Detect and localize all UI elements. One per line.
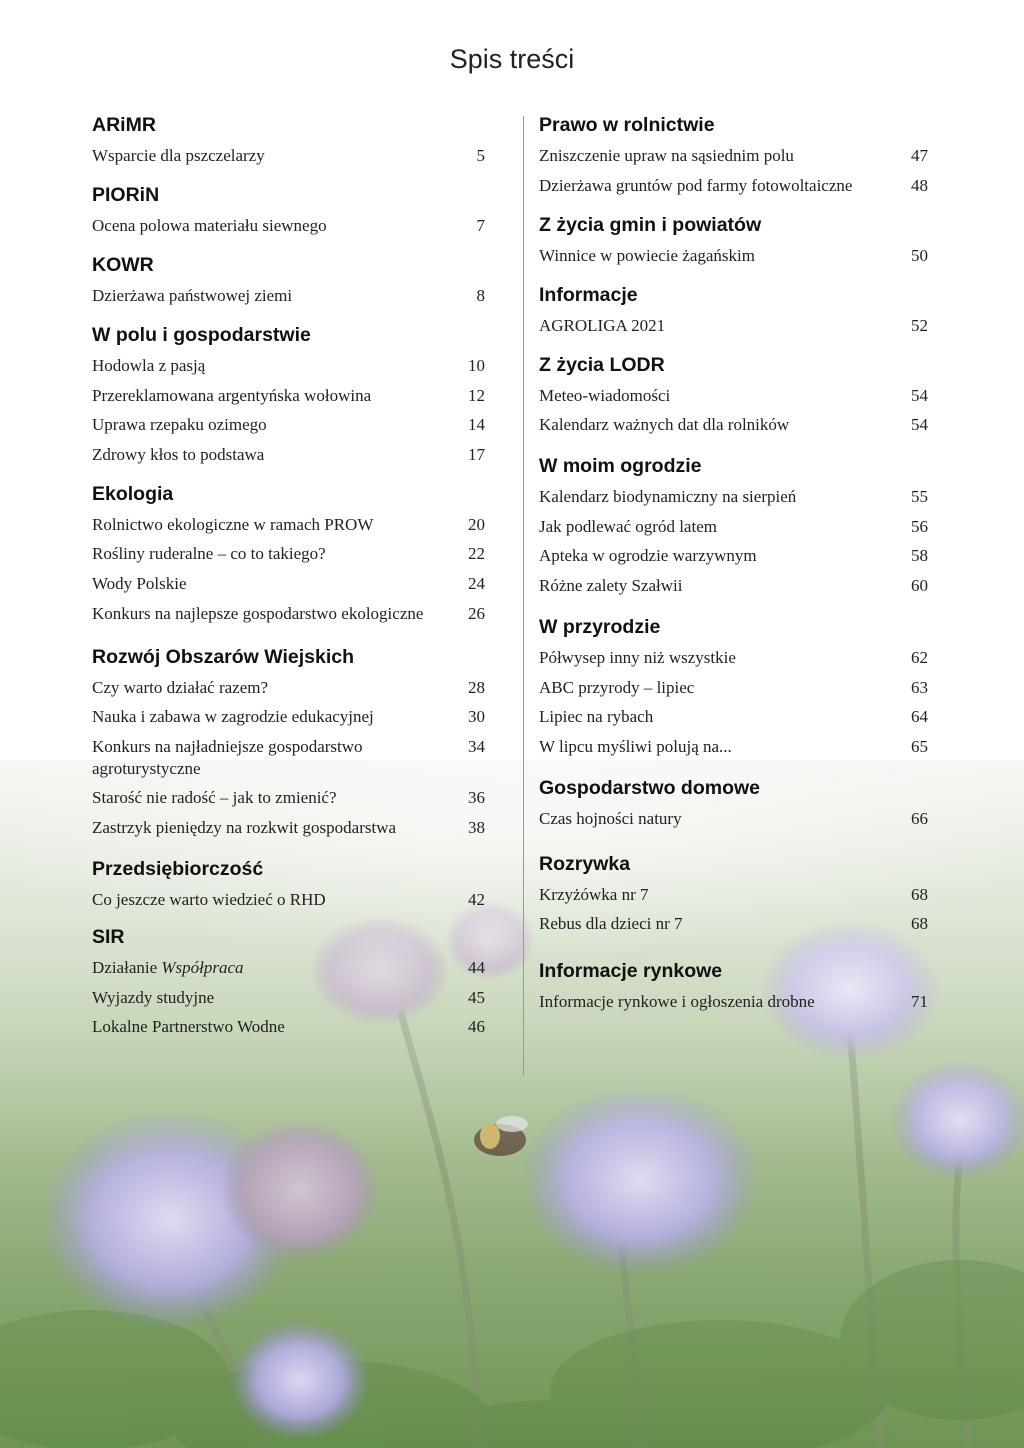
toc-section	[539, 852, 928, 936]
entry-title: Rebus dla dzieci nr 7	[539, 914, 683, 934]
entry-page-number: 5	[476, 146, 485, 165]
toc-entry[interactable]	[92, 889, 485, 911]
entry-page-number: 55	[911, 487, 928, 507]
toc-entry[interactable]	[92, 603, 485, 625]
section-title: Przedsiębiorczość	[92, 857, 264, 880]
toc-section	[539, 615, 928, 758]
toc-entry[interactable]	[539, 516, 928, 538]
toc-entry[interactable]	[92, 385, 485, 407]
entry-page-number: 46	[468, 1017, 485, 1037]
entry-title: Lipiec na rybach	[539, 707, 654, 727]
toc-entry[interactable]	[92, 215, 485, 237]
entry-title: Rośliny ruderalne – co to takiego?	[92, 544, 326, 564]
toc-section	[539, 113, 928, 197]
entry-page-number: 44	[468, 957, 485, 977]
section-title: PIORiN	[92, 184, 160, 206]
entry-page-number: 17	[468, 444, 485, 464]
section-title: W polu i gospodarstwie	[92, 324, 311, 346]
entry-page-number: 64	[911, 707, 928, 727]
entry-title: Hodowla z pasją	[92, 356, 206, 375]
entry-title: Krzyżówka nr 7	[539, 884, 649, 904]
toc-section	[539, 454, 928, 597]
section-title: Rozwój Obszarów Wiejskich	[92, 645, 355, 668]
section-title: Rozrywka	[539, 852, 631, 875]
entry-page-number: 34	[468, 736, 485, 756]
section-title: SIR	[92, 925, 125, 948]
toc-entry[interactable]	[539, 414, 928, 436]
column-divider	[523, 116, 524, 1076]
entry-title: Zniszczenie upraw na sąsiednim polu	[539, 146, 794, 165]
entry-title: Lokalne Partnerstwo Wodne	[92, 1017, 285, 1037]
entry-page-number: 14	[468, 415, 485, 435]
entry-title: Starość nie radość – jak to zmienić?	[92, 788, 337, 808]
entry-title: Zdrowy kłos to podstawa	[92, 444, 265, 464]
section-title: Prawo w rolnictwie	[539, 114, 715, 136]
entry-page-number: 22	[468, 544, 485, 564]
toc-entry[interactable]	[539, 808, 928, 830]
toc-section	[539, 353, 928, 437]
page-title: Spis treści	[449, 44, 575, 74]
toc-section	[539, 213, 928, 267]
toc-entry[interactable]	[539, 545, 928, 567]
entry-page-number: 30	[468, 707, 485, 727]
entry-page-number: 26	[468, 603, 485, 623]
entry-title: Dzierżawa państwowej ziemi	[92, 286, 293, 305]
entry-page-number: 66	[911, 808, 928, 828]
toc-entry[interactable]	[92, 573, 485, 595]
entry-page-number: 10	[468, 356, 485, 375]
entry-page-number: 8	[476, 286, 485, 305]
entry-page-number: 36	[468, 788, 485, 808]
toc-section	[92, 645, 485, 839]
toc-section	[92, 113, 485, 167]
entry-page-number: 24	[468, 573, 485, 593]
entry-title: Rolnictwo ekologiczne w ramach PROW	[92, 514, 374, 534]
entry-title: Meteo-wiadomości	[539, 385, 671, 405]
entry-page-number: 45	[468, 987, 485, 1007]
entry-title-prefix: Działanie	[92, 957, 162, 977]
toc-section	[92, 857, 485, 911]
entry-page-number: 20	[468, 514, 485, 534]
toc-entry[interactable]	[92, 355, 485, 377]
toc-entry[interactable]	[92, 444, 485, 466]
entry-title: Wsparcie dla pszczelarzy	[92, 146, 265, 165]
toc-section	[92, 323, 485, 466]
toc-entry[interactable]	[539, 884, 928, 906]
section-title: Informacje rynkowe	[539, 960, 723, 983]
entry-title: Ocena polowa materiału siewnego	[92, 216, 327, 235]
entry-title: Konkurs na najładniejsze gospodarstwo agroturystyczne	[92, 736, 363, 778]
toc-entry[interactable]	[539, 677, 928, 699]
section-title: W moim ogrodzie	[539, 455, 702, 478]
entry-title: Czas hojności natury	[539, 808, 682, 828]
section-title: Ekologia	[92, 482, 174, 505]
section-title: KOWR	[92, 254, 154, 276]
entry-page-number: 7	[476, 216, 485, 235]
toc-entry[interactable]	[539, 175, 928, 197]
toc-entry[interactable]	[539, 913, 928, 935]
entry-page-number: 28	[468, 677, 485, 697]
section-title: Informacje	[539, 283, 638, 306]
toc-entry[interactable]	[92, 787, 485, 809]
entry-title: W lipcu myśliwi polują na...	[539, 736, 732, 756]
toc-section	[539, 283, 928, 337]
entry-title: Półwysep inny niż wszystkie	[539, 647, 736, 667]
section-title: Z życia gmin i powiatów	[539, 213, 762, 236]
entry-page-number: 47	[911, 146, 928, 165]
section-title: Z życia LODR	[539, 353, 665, 376]
entry-title: Czy warto działać razem?	[92, 677, 269, 697]
toc-section	[92, 253, 485, 307]
entry-page-number: 65	[911, 736, 928, 756]
section-title: ARiMR	[92, 114, 156, 136]
entry-page-number: 38	[468, 817, 485, 837]
toc-entry[interactable]	[539, 245, 928, 267]
entry-page-number: 52	[911, 315, 928, 335]
toc-left-column	[92, 113, 485, 1052]
entry-title: Nauka i zabawa w zagrodzie edukacyjnej	[92, 707, 374, 727]
entry-page-number: 48	[911, 175, 928, 195]
entry-title: AGROLIGA 2021	[539, 315, 666, 335]
toc-entry[interactable]	[92, 957, 485, 979]
entry-title	[92, 957, 457, 979]
entry-title: Uprawa rzepaku ozimego	[92, 415, 267, 435]
entry-title: Kalendarz biodynamiczny na sierpień	[539, 487, 797, 507]
entry-page-number: 42	[468, 889, 485, 909]
toc-entry[interactable]	[539, 486, 928, 508]
toc-right-column	[539, 113, 928, 1027]
entry-title: Przereklamowana argentyńska wołowina	[92, 385, 372, 405]
entry-title: Kalendarz ważnych dat dla rolników	[539, 415, 790, 435]
toc-entry[interactable]	[539, 575, 928, 597]
toc-entry[interactable]	[92, 414, 485, 436]
entry-title: Co jeszcze warto wiedzieć o RHD	[92, 889, 326, 909]
entry-page-number: 50	[911, 245, 928, 265]
toc-entry[interactable]	[539, 736, 928, 758]
entry-page-number: 54	[911, 415, 928, 435]
entry-title: Różne zalety Szałwii	[539, 575, 683, 595]
toc-section	[92, 482, 485, 625]
entry-title: Wody Polskie	[92, 573, 187, 593]
entry-page-number: 54	[911, 385, 928, 405]
toc-entry[interactable]	[92, 817, 485, 839]
entry-title: Informacje rynkowe i ogłoszenia drobne	[539, 992, 815, 1012]
toc-entry[interactable]	[539, 315, 928, 337]
section-title: Gospodarstwo domowe	[539, 776, 761, 799]
toc-entry[interactable]	[92, 706, 485, 728]
toc-section	[539, 959, 928, 1013]
entry-title: Konkurs na najlepsze gospodarstwo ekologiczne	[92, 603, 424, 623]
toc-entry[interactable]	[539, 385, 928, 407]
entry-page-number: 60	[911, 575, 928, 595]
toc-entry[interactable]	[92, 677, 485, 699]
toc-entry[interactable]	[539, 706, 928, 728]
entry-page-number: 63	[911, 677, 928, 697]
entry-page-number: 62	[911, 647, 928, 667]
entry-page-number: 58	[911, 546, 928, 566]
entry-page-number: 68	[911, 914, 928, 934]
toc-section	[92, 925, 485, 1038]
entry-title: Zastrzyk pieniędzy na rozkwit gospodarstwa	[92, 817, 397, 837]
toc-entry[interactable]	[92, 514, 485, 536]
entry-title: Jak podlewać ogród latem	[539, 516, 717, 536]
toc-entry[interactable]	[92, 987, 485, 1009]
toc-entry[interactable]	[92, 145, 485, 167]
entry-page-number: 71	[911, 992, 928, 1012]
entry-page-number: 68	[911, 884, 928, 904]
entry-title: ABC przyrody – lipiec	[539, 677, 695, 697]
entry-title: Winnice w powiecie żagańskim	[539, 245, 755, 265]
entry-title-italic: Współpraca	[161, 957, 244, 977]
toc-entry[interactable]	[92, 1016, 485, 1038]
entry-page-number: 12	[468, 385, 485, 405]
toc-section	[539, 776, 928, 830]
section-title: W przyrodzie	[539, 615, 661, 638]
toc-entry[interactable]	[539, 145, 928, 167]
entry-title: Wyjazdy studyjne	[92, 987, 215, 1007]
toc-section	[92, 183, 485, 237]
toc-entry[interactable]	[92, 285, 485, 307]
toc-entry[interactable]	[92, 736, 485, 780]
entry-page-number: 56	[911, 516, 928, 536]
entry-title: Apteka w ogrodzie warzywnym	[539, 546, 757, 566]
entry-title: Dzierżawa gruntów pod farmy fotowoltaiczne	[539, 175, 853, 195]
toc-entry[interactable]	[92, 543, 485, 565]
toc-entry[interactable]	[539, 647, 928, 669]
toc-entry[interactable]	[539, 991, 928, 1013]
